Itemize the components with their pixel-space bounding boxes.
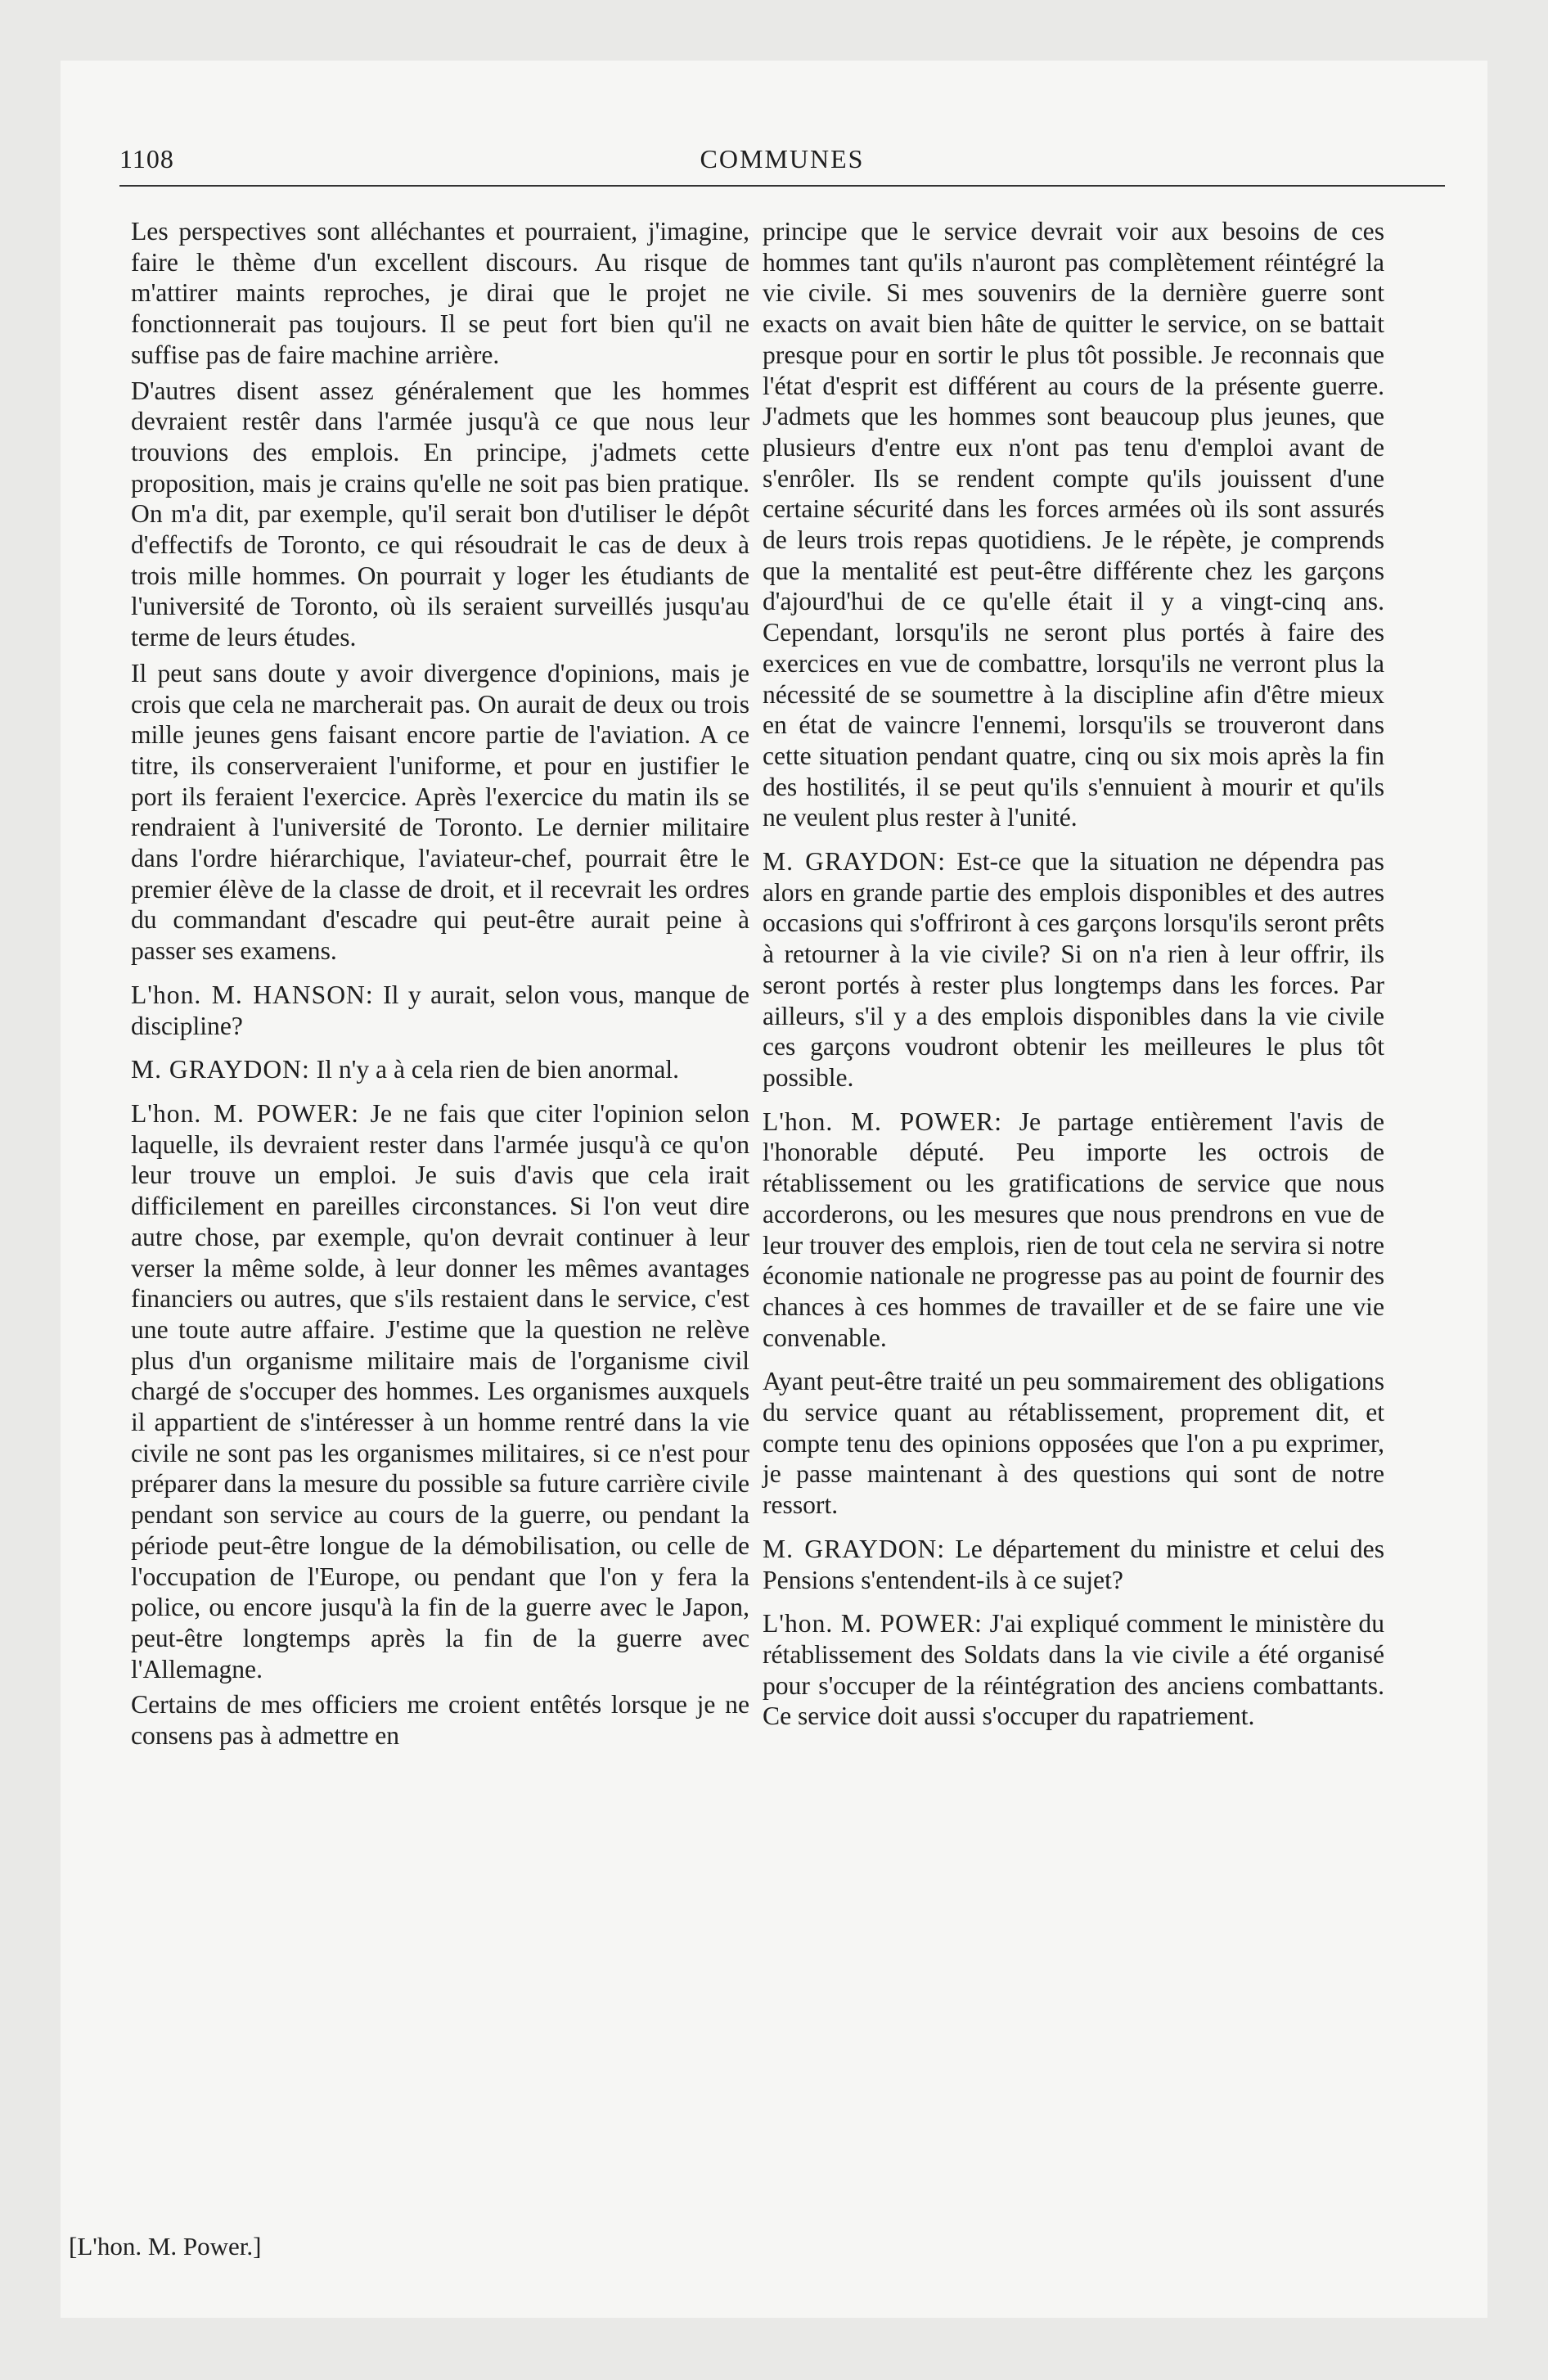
speaker-name: L'hon. M. HANSON:: [131, 980, 374, 1009]
speaker-name: L'hon. M. POWER:: [131, 1098, 359, 1128]
speech-paragraph: M. GRAYDON: Il n'y a à cela rien de bien anormal.: [131, 1055, 680, 1084]
speech-paragraph: M. GRAYDON: Le département du ministre et celui des Pensions s'entendent-ils à ce sujet?: [763, 1534, 1384, 1594]
paragraph: D'autres disent assez généralement que les hommes devraient restêr dans l'armée jusqu'à ce que nous leur trouvions des emplois. En principe, j'admets cette proposition, mais je crains qu'elle ne soit pas bien pratique. On m'a dit, par exemple, qu'il serait bon d'utiliser le dépôt d'effectifs de Toronto, ce qui résoudrait le cas de deux à trois mille hommes. On pourrait y loger les étudiants de l'université de Toronto, où ils seraient surveillés jusqu'au terme de leurs études.: [131, 376, 749, 652]
speaker-name: M. GRAYDON:: [131, 1055, 310, 1084]
left-column: [131, 216, 749, 1756]
running-title: COMMUNES: [700, 144, 865, 174]
speech-paragraph: L'hon. M. POWER: J'ai expliqué comment le ministère du rétablissement des Soldats dans la vie civile a été organisé pour s'occuper de la réintégration des anciens combattants. Ce service doit aussi s'occuper du rapatriement.: [763, 1609, 1384, 1731]
paragraph: Certains de mes officiers me croient entêtés lorsque je ne consens pas à admettre en: [131, 1690, 749, 1751]
page-header: [119, 144, 1445, 187]
speaker-name: M. GRAYDON:: [763, 1534, 946, 1563]
paragraph: principe que le service devrait voir aux besoins de ces hommes tant qu'ils n'auront pas complètement réintégré la vie civile. Si mes souvenirs de la dernière guerre sont exacts on avait bien hâte de quitter le service, on se battait presque pour en sortir le plus tôt possible. Je reconnais que l'état d'esprit est différent au cours de la présente guerre. J'admets que les hommes sont beaucoup plus jeunes, que plusieurs d'entre eux n'ont pas tenu d'emploi avant de s'enrôler. Ils se rendent compte qu'ils jouissent d'une certaine sécurité dans les forces armées où ils sont assurés de leurs trois repas quotidiens. Je le répète, je comprends que la mentalité est peut-être différente chez les garçons d'ajourd'hui de ce qu'elle était il y a vingt-cinq ans. Cependant, lorsqu'ils ne seront plus portés à faire des exercices en vue de combattre, lorsqu'ils ne verront plus la nécessité de se soumettre à la discipline afin d'être mieux en état de vaincre l'ennemi, lorsqu'ils se trouveront dans cette situation pendant quatre, cinq ou six mois après la fin des hostilités, il se peut qu'ils s'ennuient à mourir et qu'ils ne veulent plus rester à l'unité.: [763, 217, 1384, 832]
document-page: [61, 61, 1487, 2318]
speech-paragraph: L'hon. M. POWER: Je partage entièrement l'avis de l'honorable député. Peu importe les octrois de rétablissement ou les gratifications de service que nous accorderons, ou les mesures que nous prendrons en vue de leur trouver des emplois, rien de tout cela ne servira si notre économie nationale ne progresse pas au point de fournir des chances à ces hommes de travailler et de se faire une vie convenable.: [763, 1107, 1384, 1352]
speaker-footnote: [L'hon. M. Power.]: [69, 2232, 262, 2261]
paragraph: Il peut sans doute y avoir divergence d'opinions, mais je crois que cela ne marcherait pas. On aurait de deux ou trois mille jeunes gens faisant encore partie de l'aviation. A ce titre, ils conserveraient l'uniforme, et pour en justifier le port ils feraient l'exercice. Après l'exercice du matin ils se rendraient à l'université de Toronto. Le dernier militaire dans l'ordre hiérarchique, l'aviateur-chef, pourrait être le premier élève de la classe de droit, et il recevrait les ordres du commandant d'escadre qui peut-être aurait peine à passer ses examens.: [131, 658, 749, 966]
speech-paragraph: L'hon. M. POWER: Je ne fais que citer l'opinion selon laquelle, ils devraient rester dans l'armée jusqu'à ce qu'on leur trouve un emploi. Je suis d'avis que cela irait difficilement en pareilles circonstances. Si l'on veut dire autre chose, par exemple, qu'on devrait continuer à leur verser la même solde, à leur donner les mêmes avantages financiers ou autres, que s'ils restaient dans le service, c'est une toute autre affaire. J'estime que la question ne relève plus d'un organisme militaire mais de l'organisme civil chargé de s'occuper des hommes. Les organismes auxquels il appartient de s'intéresser à un homme rentré dans la vie civile ne sont pas les organismes militaires, si ce n'est pour préparer dans la mesure du possible sa future carrière civile pendant son service au cours de la guerre, ou pendant la période peut-être longue de la démobilisation, ou celle de l'occupation de l'Europe, ou pendant que l'on y fera la police, ou encore jusqu'à la fin de la guerre avec le Japon, peut-être longtemps après la fin de la guerre avec l'Allemagne.: [131, 1098, 749, 1684]
speaker-name: M. GRAYDON:: [763, 847, 946, 877]
speaker-name: L'hon. M. POWER:: [763, 1609, 983, 1639]
speech-paragraph: M. GRAYDON: Est-ce que la situation ne dépendra pas alors en grande partie des emplois disponibles et des autres occasions qui s'offriront à ces garçons lorsqu'ils seront prêts à retourner à la vie civile? Si on n'a rien à leur offrir, ils seront portés à rester plus longtemps dans les forces. Par ailleurs, s'il y a des emplois disponibles dans la vie civile ces garçons voudront obtenir les meilleures le plus tôt possible.: [763, 847, 1384, 1092]
paragraph: Les perspectives sont alléchantes et pourraient, j'imagine, faire le thème d'un excellent discours. Au risque de m'attirer maints reproches, je dirai que le projet ne fonctionnerait pas toujours. Il se peut fort bien qu'il ne suffise pas de faire machine arrière.: [131, 217, 749, 369]
right-column: [763, 216, 1384, 1737]
paragraph: Ayant peut-être traité un peu sommairement des obligations du service quant au rétablissement, proprement dit, et compte tenu des opinions opposées que l'on a pu exprimer, je passe maintenant à des questions qui sont de notre ressort.: [763, 1367, 1384, 1520]
page-number: 1108: [119, 144, 174, 174]
speech-paragraph: L'hon. M. HANSON: Il y aurait, selon vous, manque de discipline?: [131, 980, 749, 1040]
speaker-name: L'hon. M. POWER:: [763, 1107, 1002, 1136]
